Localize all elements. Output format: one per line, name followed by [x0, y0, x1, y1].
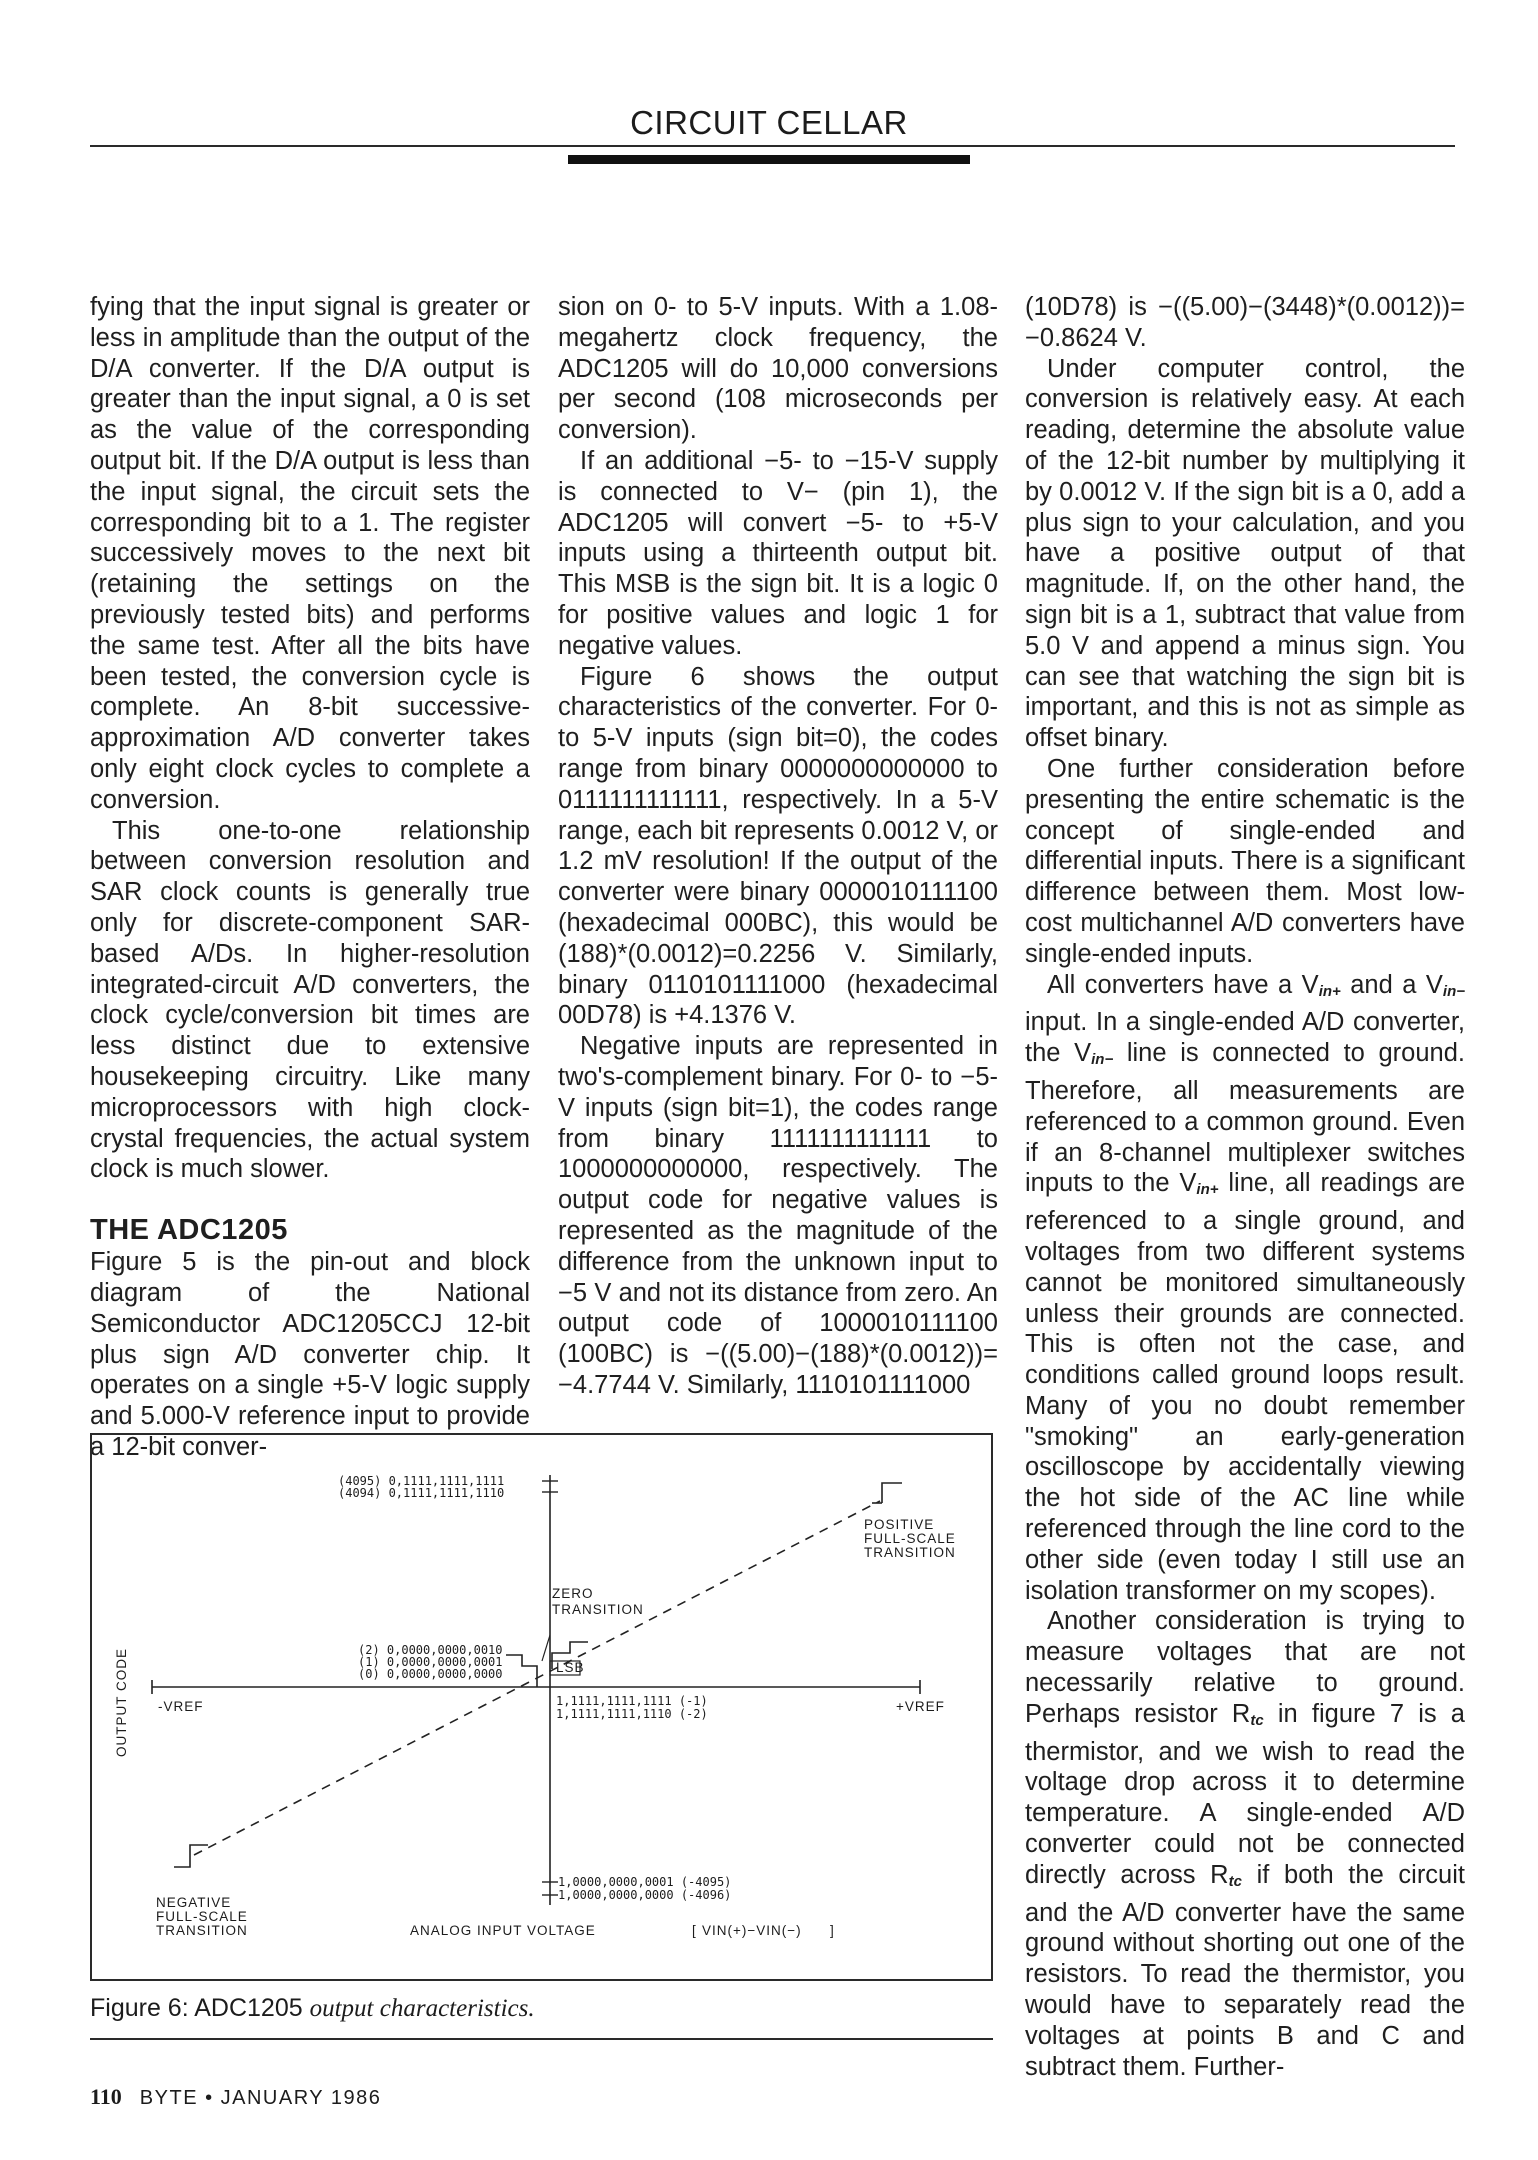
column-3	[1025, 292, 1465, 2082]
caption-text: output characteristics.	[309, 1995, 535, 2022]
code-1: (1) 0,0000,0000,0001	[358, 1655, 503, 1669]
code-2: (2) 0,0000,0000,0010	[358, 1643, 503, 1657]
column-1	[90, 292, 530, 1463]
pos-vref-label: +VREF	[896, 1699, 945, 1714]
code-4095: (4095) 0,1111,1111,1111	[338, 1474, 505, 1488]
positive-full-scale-step	[882, 1483, 902, 1503]
pos-fs-label-1: POSITIVE	[864, 1517, 935, 1532]
negative-full-scale-step	[174, 1845, 208, 1867]
caption-chip-name: ADC1205	[194, 1994, 303, 2022]
neg-vref-label: -VREF	[158, 1699, 204, 1714]
zero-transition-label-2: TRANSITION	[552, 1602, 644, 1617]
y-axis-label: OUTPUT CODE	[114, 1647, 129, 1757]
column-2	[558, 292, 998, 1401]
code-minus-2: 1,1111,1111,1110 (-2)	[556, 1707, 708, 1721]
header-bar	[568, 155, 970, 164]
running-header: CIRCUIT CELLAR	[630, 104, 908, 141]
x-axis-label: ANALOG INPUT VOLTAGE	[410, 1923, 596, 1938]
col2-paragraph-1: sion on 0- to 5-V inputs. With a 1.08-megahertz clock frequency, the ADC1205 will do 10,000 conversions per second (108 microseconds per conversion).	[558, 293, 998, 445]
col3-paragraph-3: One further consideration before presenting the entire schematic is the concept of single-ended and differential inputs. There is a significant difference between them. Most low-cost multichannel A/D converters have single-ended inputs.	[1025, 754, 1465, 968]
figure-6	[90, 1433, 993, 1981]
code-minus-1: 1,1111,1111,1111 (-1)	[556, 1694, 708, 1708]
neg-fs-label-1: NEGATIVE	[156, 1895, 232, 1910]
caption-rule	[90, 2038, 993, 2040]
col1-paragraph-3: Figure 5 is the pin-out and block diagram of the National Semiconductor ADC1205CCJ 12-bit plus sign A/D converter chip. It operates on a single +5-V logic supply and 5.000-V reference input to provide a 12-bit conver-	[90, 1248, 530, 1461]
x-axis-bracket-open: [	[692, 1923, 697, 1938]
page-footer	[90, 2084, 381, 2110]
col3-paragraph-4: All converters have a $V_{in+}$ and a $V_{in-}$ input. In a single-ended A/D converter, the $V_{in-}$ line is connected to ground. Therefore, all measurements are referenced to a common ground. Even if an 8-channel multiplexer switches inputs to the $V_{in+}$ line, all readings are referenced to a single ground, and voltages from two different systems cannot be monitored simultaneously unless their grounds are connected. This is often not the case, and conditions called ground loops result. Many of you no doubt remember "smoking" an early-generation oscilloscope by accidentally viewing the hot side of the AC line while referenced through the line cord to the other side (even today I still use an isolation transformer on my scopes).	[1025, 970, 1465, 1605]
pos-fs-label-3: TRANSITION	[864, 1545, 956, 1560]
caption-label: Figure 6:	[90, 1994, 189, 2022]
x-axis-formula: VIN(+)−VIN(−)	[702, 1923, 802, 1938]
col3-paragraph-2: Under computer control, the conversion is relatively easy. At each reading, determine the absolute value of the 12-bit number by multiplying it by 0.0012 V. If the sign bit is a 0, add a plus sign to your calculation, and you have a positive output of that magnitude. If, on the other hand, the sign bit is a 1, subtract that value from 5.0 V and append a minus sign. You can see that watching the sign bit is important, and this is not as simple as offset binary.	[1025, 354, 1465, 753]
negative-steps-near-zero	[506, 1655, 537, 1687]
pos-fs-label-2: FULL-SCALE	[864, 1531, 956, 1546]
code-minus-4096: 1,0000,0000,0000 (-4096)	[558, 1888, 732, 1902]
col3-paragraph-1: (10D78) is −((5.00)−(3448)*(0.0012))= −0.8624 V.	[1025, 293, 1465, 352]
x-axis-bracket-close: ]	[830, 1923, 835, 1938]
code-minus-4095: 1,0000,0000,0001 (-4095)	[558, 1875, 732, 1889]
page-number: 110	[90, 2084, 122, 2109]
col2-paragraph-3: Figure 6 shows the output characteristics of the converter. For 0- to 5-V inputs (sign bit=0), the codes range from binary 0000000000000 to 0111111111111, respectively. In a 5-V range, each bit represents 0.0012 V, or 1.2 mV resolution! If the output of the converter were binary 0000010111100 (hexadecimal 000BC), this would be (188)*(0.0012)=0.2256 V. Similarly, binary 0110101111000 (hexadecimal 00D78) is +4.1376 V.	[558, 662, 998, 1030]
col2-paragraph-4: Negative inputs are represented in two's-complement binary. For 0- to −5-V inputs (sign bit=1), the codes range from binary 1111111111111 to 1000000000000, respectively. The output code for negative values is represented as the magnitude of the difference from the unknown input to −5 V and not its distance from zero. An output code of 1000010111100 (100BC) is −((5.00)−(188)*(0.0012))= −4.7744 V. Similarly, 1110101111000	[558, 1032, 998, 1399]
neg-fs-label-2: FULL-SCALE	[156, 1909, 248, 1924]
col3-paragraph-5: Another consideration is trying to measure voltages that are not necessarily relative to ground. Perhaps resistor $R_{tc}$ in figure 7 is a thermistor, and we wish to read the voltage drop across it to determine temperature. A single-ended A/D converter could not be connected directly across $R_{tc}$ if both the circuit and the A/D converter have the same ground without shorting out one of the resistors. To read the thermistor, you would have to separately read the voltages at points B and C and subtract them. Further-	[1025, 1607, 1465, 2081]
zero-transition-label-1: ZERO	[552, 1586, 594, 1601]
neg-fs-label-3: TRANSITION	[156, 1923, 248, 1938]
figure-caption	[90, 1994, 535, 2023]
col2-paragraph-2: If an additional −5- to −15-V supply is connected to V− (pin 1), the ADC1205 will convert −5- to +5-V inputs using a thirteenth output bit. This MSB is the sign bit. It is a logic 0 for positive values and logic 1 for negative values.	[558, 446, 998, 660]
code-4094: (4094) 0,1111,1111,1110	[338, 1486, 505, 1500]
col1-paragraph-1: fying that the input signal is greater or less in amplitude than the output of the D/A converter. If the D/A output is greater than the input signal, a 0 is set as the value of the corresponding output bit. If the D/A output is less than the input signal, the circuit sets the corresponding bit to a 1. The register successively moves to the next bit (retaining the settings on the previously tested bits) and performs the same test. After all the bits have been tested, the conversion cycle is complete. An 8-bit successive-approximation A/D converter takes only eight clock cycles to complete a conversion.	[90, 293, 530, 814]
footer-publication: BYTE • JANUARY 1986	[139, 2087, 382, 2109]
zero-transition-pointer	[542, 1635, 550, 1661]
col1-paragraph-2: This one-to-one relationship between conversion resolution and SAR clock counts is generally true only for discrete-component SAR-based A/Ds. In higher-resolution integrated-circuit A/D converters, the clock cycle/conversion bit times are less distinct due to extensive housekeeping circuitry. Like many microprocessors with high clock-crystal frequencies, the actual system clock is much slower.	[90, 816, 530, 1184]
lsb-label: LSB	[556, 1660, 585, 1675]
transfer-characteristic-diagram	[92, 1435, 995, 1983]
header-rule	[90, 145, 1455, 147]
code-0: (0) 0,0000,0000,0000	[358, 1667, 503, 1681]
section-heading: THE ADC1205	[90, 1214, 288, 1247]
